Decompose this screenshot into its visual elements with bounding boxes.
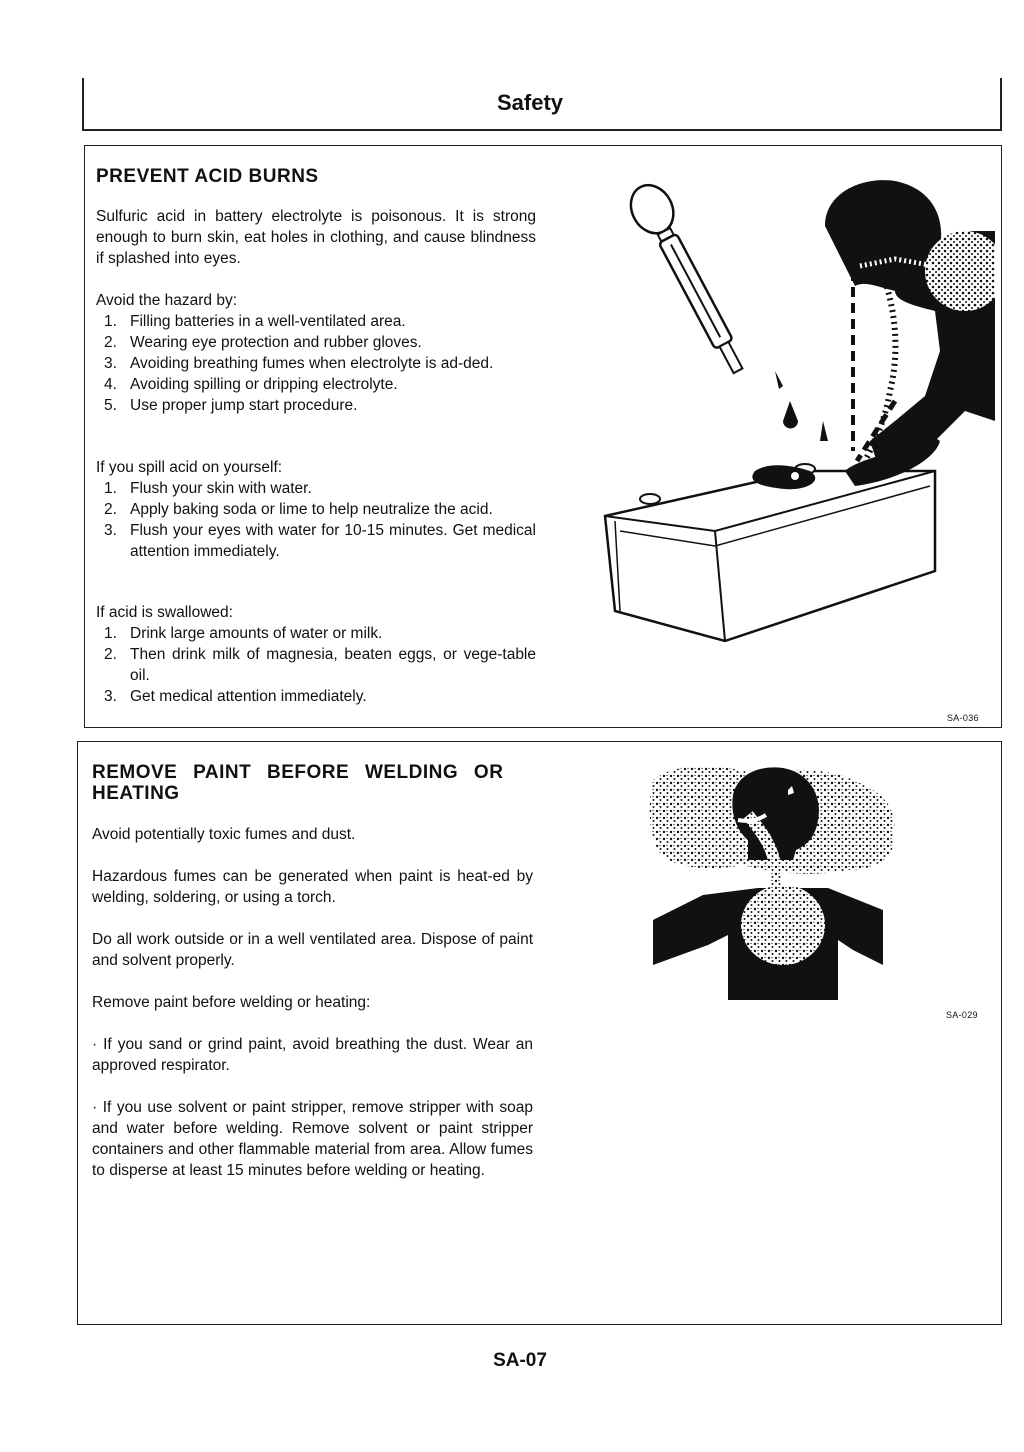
toxic-fumes-illustration — [648, 760, 898, 1005]
list-item: 3. Get medical attention immediately. — [104, 688, 367, 705]
list-item: 3. Avoiding breathing fumes when electrolyte is ad-ded. — [104, 355, 494, 372]
list-item: 4. Avoiding spilling or dripping electrolyte. — [104, 376, 398, 393]
list-item: 1. Flush your skin with water. — [104, 480, 312, 497]
remove-paint-title: REMOVE PAINT BEFORE WELDING OR HEATING — [92, 762, 504, 804]
list-item: 2. Wearing eye protection and rubber gloves. — [104, 334, 422, 351]
acid-burns-intro-text: Sulfuric acid in battery electrolyte is poisonous. It is strong enough to burn skin, eat holes in clothing, and cause blindness if splashed into eyes. — [96, 208, 536, 267]
remove-paint-panel — [77, 741, 1002, 1325]
list-item: 1. Drink large amounts of water or milk. — [104, 625, 383, 642]
list-item: 2. Then drink milk of magnesia, beaten eggs, or vege-table oil. — [104, 646, 536, 684]
spill-list — [96, 478, 536, 562]
spill-heading: If you spill acid on yourself: — [96, 459, 283, 476]
acid-burns-title: PREVENT ACID BURNS — [96, 166, 319, 187]
acid-burns-panel — [84, 145, 1002, 728]
list-item: 3. Flush your eyes with water for 10-15 minutes. Get medical attention immediately. — [104, 522, 536, 560]
remove-paint-para4: Remove paint before welding or heating: — [92, 994, 371, 1011]
avoid-list — [96, 311, 536, 416]
header-rule-left — [82, 78, 84, 130]
avoid-heading: Avoid the hazard by: — [96, 292, 238, 309]
acid-burns-intro — [96, 206, 536, 269]
battery-acid-illustration — [595, 171, 995, 656]
header-divider — [82, 129, 1002, 131]
list-item: 1. Filling batteries in a well-ventilated area. — [104, 313, 406, 330]
page-number: SA-07 — [493, 1350, 547, 1371]
swallow-heading: If acid is swallowed: — [96, 604, 233, 621]
list-item: 2. Apply baking soda or lime to help neutralize the acid. — [104, 501, 493, 518]
list-item: 5. Use proper jump start procedure. — [104, 397, 358, 414]
header-rule-right — [1000, 78, 1002, 130]
remove-paint-bullet1: · If you sand or grind paint, avoid breathing the dust. Wear an approved respirator. — [92, 1036, 533, 1074]
page-title: Safety — [496, 90, 564, 115]
swallow-list — [96, 623, 536, 707]
figure-code: SA-036 — [947, 713, 979, 723]
remove-paint-para1: Avoid potentially toxic fumes and dust. — [92, 826, 356, 843]
remove-paint-bullet2: · If you use solvent or paint stripper, remove stripper with soap and water before welding. Remove solvent or paint stripper containers and other flammable material from area. Allow fumes to disperse at least 15 minutes before welding or heating. — [92, 1099, 533, 1179]
figure-code: SA-029 — [946, 1010, 978, 1020]
remove-paint-para2: Hazardous fumes can be generated when paint is heat-ed by welding, soldering, or using a torch. — [92, 868, 533, 906]
remove-paint-para3: Do all work outside or in a well ventilated area. Dispose of paint and solvent properly. — [92, 931, 533, 969]
